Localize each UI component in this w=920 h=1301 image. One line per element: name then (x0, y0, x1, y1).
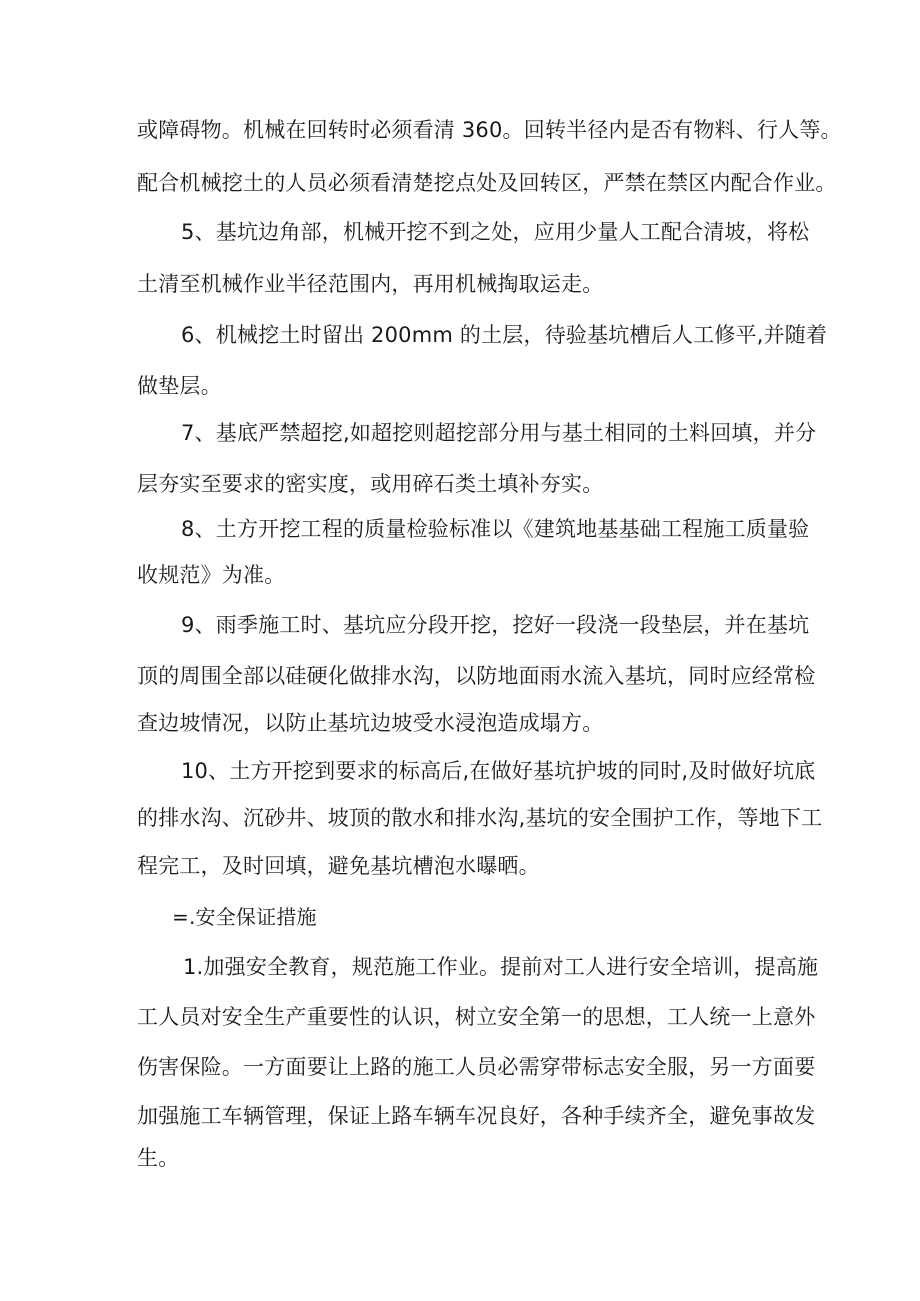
paragraph-line: 加强施工车辆管理，保证上路车辆车况良好，各种手续齐全，避免事故发 (137, 1104, 816, 1128)
section-heading: =.安全保证措施 (172, 905, 317, 929)
paragraph-line: 查边坡情况，以防止基坑边坡受水浸泡造成塌方。 (137, 711, 604, 735)
paragraph-line: 程完工，及时回填，避免基坑槽泡水曝晒。 (137, 854, 540, 878)
paragraph-line: 顶的周围全部以硅硬化做排水沟，以防地面雨水流入基坑，同时应经常检 (137, 664, 816, 688)
paragraph-line-indented: 7、基底严禁超挖,如超挖则超挖部分用与基土相同的土料回填，并分 (181, 421, 817, 445)
paragraph-line: 的排水沟、沉砂井、坡顶的散水和排水沟,基坑的安全围护工作，等地下工 (137, 806, 823, 830)
paragraph-line: 配合机械挖土的人员必须看清楚挖点处及回转区，严禁在禁区内配合作业。 (137, 171, 837, 195)
paragraph-line: 层夯实至要求的密实度，或用碎石类土填补夯实。 (137, 472, 604, 496)
paragraph-line: 土清至机械作业半径范围内，再用机械掏取运走。 (137, 272, 604, 296)
paragraph-line: 或障碍物。机械在回转时必须看清 360。回转半径内是否有物料、行人等。 (137, 118, 842, 142)
paragraph-line: 伤害保险。一方面要让上路的施工人员必需穿带标志安全服，另一方面要 (137, 1055, 816, 1079)
paragraph-line-indented: 1.加强安全教育，规范施工作业。提前对工人进行安全培训，提高施 (183, 955, 819, 979)
paragraph-line: 工人员对安全生产重要性的认识，树立安全第一的思想，工人统一上意外 (137, 1005, 816, 1029)
paragraph-line-indented: 10、土方开挖到要求的标高后,在做好基坑护坡的同时,及时做好坑底 (181, 759, 816, 783)
paragraph-line: 收规范》为准。 (137, 563, 286, 587)
paragraph-line-indented: 9、雨季施工时、基坑应分段开挖，挖好一段浇一段垫层，并在基坑 (181, 613, 810, 637)
paragraph-line-indented: 6、机械挖土时留出 200mm 的土层，待验基坑槽后人工修平,并随着 (181, 323, 828, 347)
paragraph-line: 做垫层。 (137, 374, 222, 398)
paragraph-line-indented: 5、基坑边角部，机械开挖不到之处，应用少量人工配合清坡，将松 (181, 220, 810, 244)
paragraph-line: 生。 (137, 1146, 180, 1170)
paragraph-line-indented: 8、土方开挖工程的质量检验标准以《建筑地基基础工程施工质量验 (181, 517, 810, 541)
